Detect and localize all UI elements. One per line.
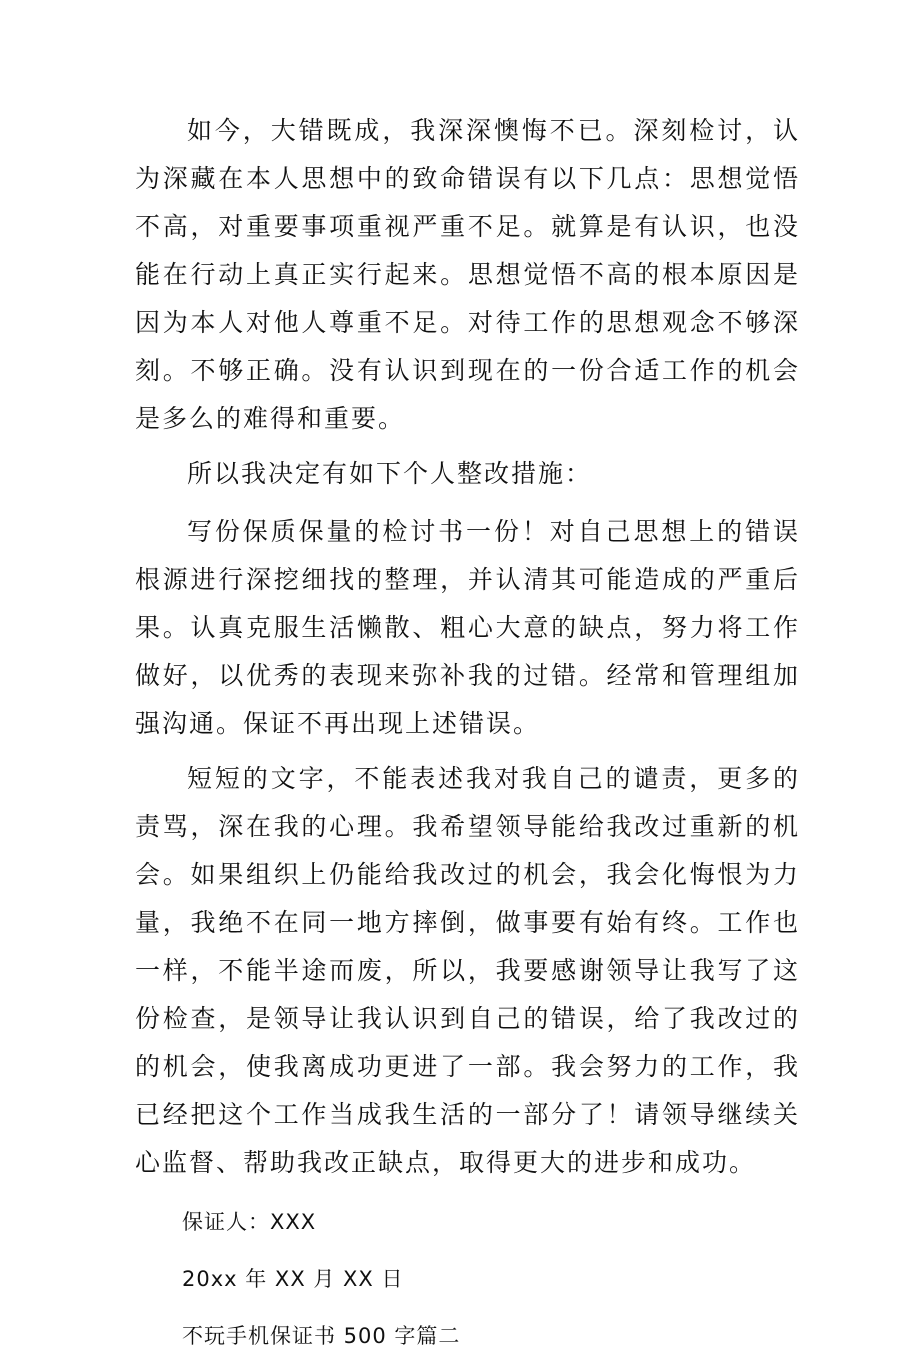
date-line: 20xx 年 XX 月 XX 日 (182, 1267, 404, 1291)
next-section-heading: 不玩手机保证书 500 字篇二 (182, 1324, 461, 1348)
paragraph-closing: 短短的文字，不能表述我对我自己的谴责，更多的责骂，深在我的心理。我希望领导能给我改过重新的机会。如果组织上仍能给我改过的机会，我会化悔恨为力量，我绝不在同一地方摔倒，做事要有始有终。工作也一样，不能半途而废，所以，我要感谢领导让我写了这份检查，是领导让我认识到自己的错误，给了我改过的的机会，使我离成功更进了一部。我会努力的工作，我已经把这个工作当成我生活的一部分了！请领导继续关心监督、帮助我改正缺点，取得更大的进步和成功。 (135, 764, 800, 1177)
paragraph-measures-intro: 所以我决定有如下个人整改措施： (187, 459, 593, 488)
paragraph-regret: 如今，大错既成，我深深懊悔不已。深刻检讨，认为深藏在本人思想中的致命错误有以下几点：思想觉悟不高，对重要事项重视严重不足。就算是有认识，也没能在行动上真正实行起来。思想觉悟不高的根本原因是因为本人对他人尊重不足。对待工作的思想观念不够深刻。不够正确。没有认识到现在的一份合适工作的机会是多么的难得和重要。 (135, 116, 800, 433)
paragraph-measures: 写份保质保量的检讨书一份！对自己思想上的错误根源进行深挖细找的整理，并认清其可能造成的严重后果。认真克服生活懒散、粗心大意的缺点，努力将工作做好，以优秀的表现来弥补我的过错。经常和管理组加强沟通。保证不再出现上述错误。 (135, 517, 800, 738)
guarantor-line: 保证人：XXX (182, 1210, 317, 1234)
document-body (135, 107, 800, 1365)
